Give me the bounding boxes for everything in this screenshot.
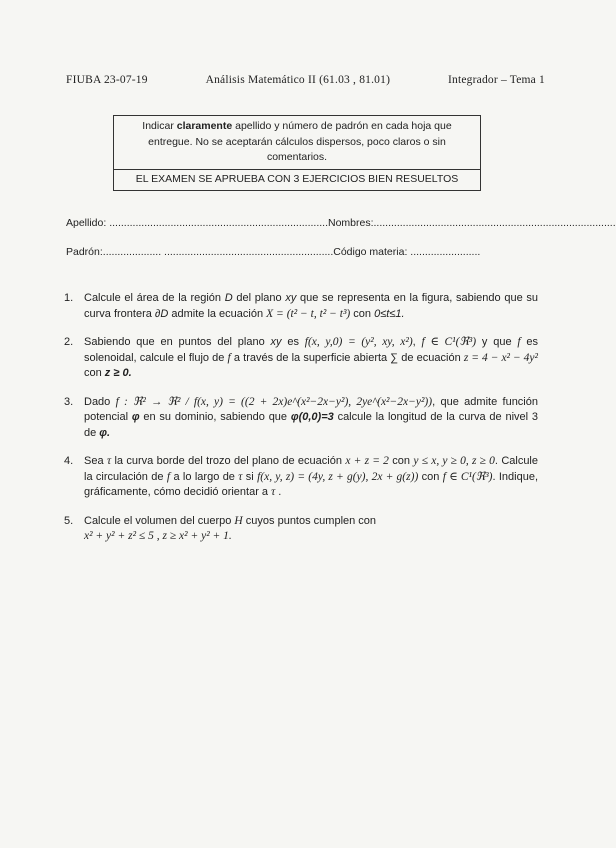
instructions-bold: claramente — [176, 120, 233, 132]
exercise-number: 4. — [64, 455, 74, 467]
header-exam-type: Integrador – Tema 1 — [447, 74, 545, 86]
exercise-1 — [64, 291, 538, 322]
instructions-text — [122, 119, 472, 166]
exercise-text: Calcule el volumen del cuerpo H cuyos puntos cumplen con x² + y² + z² ≤ 5 , z ≥ x² + y² + 1. — [84, 514, 377, 542]
exercise-text: Calcule el área de la región D del plano xy que se representa en la figura, sabiendo que su curva frontera ∂D admite la ecuación X = (t² − t, t² − t³) con 0≤t≤1. — [84, 292, 538, 320]
exercise-text: Dado f : ℜ² → ℜ² / f(x, y) = ((2 + 2x)e^(x²−2x−y²), 2ye^(x²−2x−y²)), que admite función potencial φ en su dominio, sabiendo que φ(0,0)=3 calcule la longitud de la curva de nivel 3 de φ. — [84, 395, 539, 439]
exam-header — [66, 74, 545, 86]
exercise-text: Sabiendo que en puntos del plano xy es f(x, y,0) = (y², xy, x²), f ∈ C¹(ℜ³) y que f es solenoidal, calcule el flujo de f a través de la superficie abierta ∑ de ecuación z = 4 − x² − 4y² con z ≥ 0. — [84, 336, 539, 379]
name-fields-line: Apellido: ...........................................................................Nombres:................................................................................... — [66, 217, 616, 229]
exercise-list — [64, 291, 538, 558]
exercise-number: 3. — [64, 395, 74, 408]
id-fields-line: Padrón:.................... ..........................................................Código materia: ........................ — [66, 246, 481, 258]
instructions-post: apellido y número de padrón en cada hoja que entregue. No se aceptarán cálculos dispersos, poco claros o sin comentarios. — [148, 120, 452, 163]
exercise-text: Sea τ la curva borde del trozo del plano de ecuación x + z = 2 con y ≤ x, y ≥ 0, z ≥ 0. Calcule la circulación de f a lo largo de τ si f(x, y, z) = (4y, z + g(y), 2x + g(z)) con f ∈ C¹(ℜ³). Indique, gráficamente, cómo decidió orientar a τ . — [84, 455, 539, 498]
exercise-2 — [64, 335, 538, 382]
exercise-number: 1. — [64, 292, 74, 304]
exercise-5 — [64, 514, 538, 545]
approval-rule: EL EXAMEN SE APRUEBA CON 3 EJERCICIOS BIEN RESUELTOS — [114, 169, 480, 188]
instructions-pre: Indicar — [142, 120, 177, 132]
exercise-3 — [64, 395, 538, 442]
header-course: Análisis Matemático II (61.03 , 81.01) — [205, 74, 391, 86]
exercise-number: 2. — [64, 336, 74, 348]
header-institution-date: FIUBA 23-07-19 — [66, 74, 148, 86]
exercise-4 — [64, 454, 538, 501]
instructions-box — [113, 115, 481, 191]
exercise-number: 5. — [64, 514, 74, 527]
